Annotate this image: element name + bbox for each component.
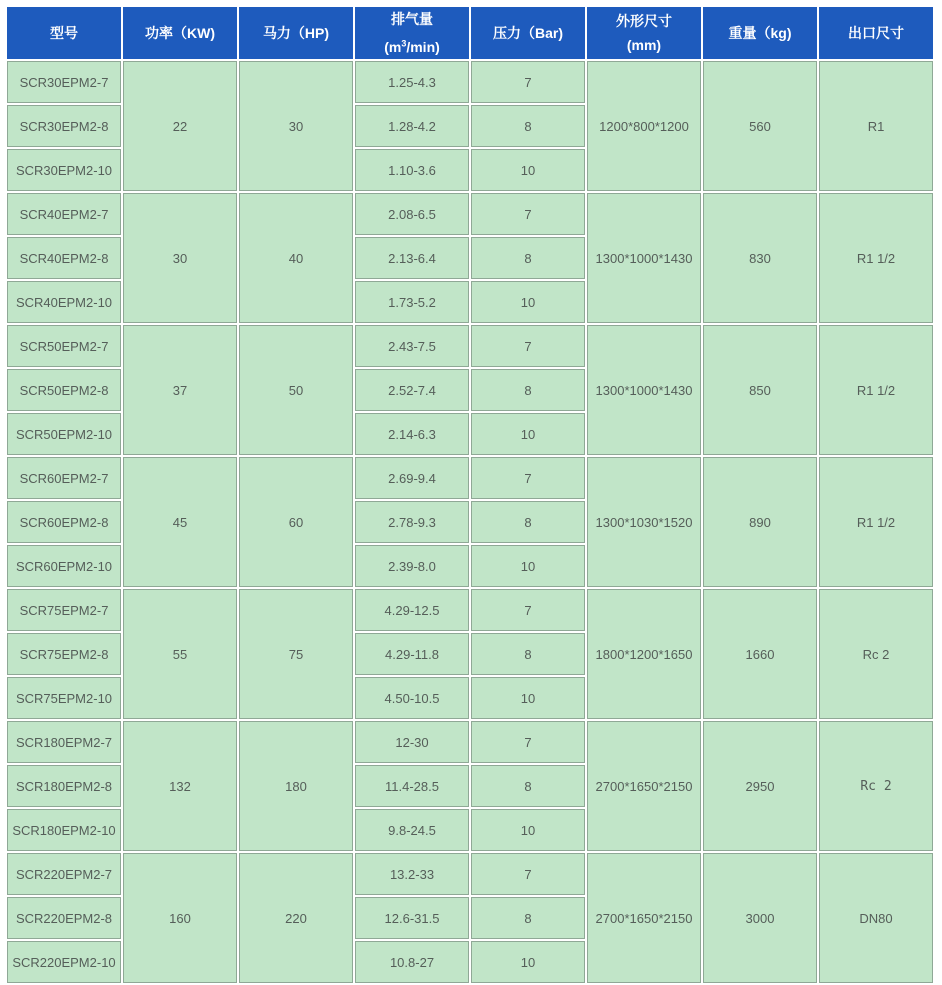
flow-cell: 9.8-24.5: [355, 809, 469, 851]
outlet-cell: DN80: [819, 853, 933, 983]
model-cell: SCR180EPM2-10: [7, 809, 121, 851]
table-header: [7, 7, 933, 59]
table-row: [7, 721, 933, 763]
pressure-cell: 7: [471, 457, 585, 499]
pressure-cell: 7: [471, 61, 585, 103]
model-cell: SCR40EPM2-10: [7, 281, 121, 323]
weight-cell: 1660: [703, 589, 817, 719]
power-cell: 30: [123, 193, 237, 323]
model-cell: SCR220EPM2-8: [7, 897, 121, 939]
weight-cell: 890: [703, 457, 817, 587]
header-power: 功率（KW): [123, 7, 237, 59]
size-cell: 2700*1650*2150: [587, 853, 701, 983]
spec-table: [5, 5, 935, 985]
pressure-cell: 10: [471, 809, 585, 851]
pressure-cell: 8: [471, 897, 585, 939]
flow-cell: 12.6-31.5: [355, 897, 469, 939]
model-cell: SCR40EPM2-8: [7, 237, 121, 279]
pressure-cell: 7: [471, 325, 585, 367]
flow-cell: 11.4-28.5: [355, 765, 469, 807]
hp-cell: 60: [239, 457, 353, 587]
outlet-cell: Rc 2: [819, 721, 933, 851]
model-cell: SCR50EPM2-7: [7, 325, 121, 367]
header-row: [7, 7, 933, 59]
flow-cell: 2.39-8.0: [355, 545, 469, 587]
pressure-cell: 8: [471, 501, 585, 543]
size-cell: 1800*1200*1650: [587, 589, 701, 719]
flow-cell: 1.73-5.2: [355, 281, 469, 323]
power-cell: 160: [123, 853, 237, 983]
table-row: [7, 61, 933, 103]
flow-cell: 12-30: [355, 721, 469, 763]
power-cell: 132: [123, 721, 237, 851]
size-cell: 1300*1000*1430: [587, 193, 701, 323]
outlet-cell: Rc 2: [819, 589, 933, 719]
pressure-cell: 10: [471, 677, 585, 719]
outlet-cell: R1 1/2: [819, 193, 933, 323]
model-cell: SCR220EPM2-10: [7, 941, 121, 983]
size-cell: 1300*1030*1520: [587, 457, 701, 587]
pressure-cell: 8: [471, 633, 585, 675]
weight-cell: 830: [703, 193, 817, 323]
header-flow-title: 排气量: [391, 11, 433, 28]
model-cell: SCR40EPM2-7: [7, 193, 121, 235]
power-cell: 55: [123, 589, 237, 719]
pressure-cell: 7: [471, 853, 585, 895]
flow-cell: 10.8-27: [355, 941, 469, 983]
flow-cell: 1.28-4.2: [355, 105, 469, 147]
pressure-cell: 8: [471, 369, 585, 411]
header-hp: 马力（HP): [239, 7, 353, 59]
model-cell: SCR180EPM2-7: [7, 721, 121, 763]
power-cell: 45: [123, 457, 237, 587]
pressure-cell: 8: [471, 765, 585, 807]
flow-cell: 1.10-3.6: [355, 149, 469, 191]
flow-cell: 13.2-33: [355, 853, 469, 895]
flow-cell: 1.25-4.3: [355, 61, 469, 103]
model-cell: SCR75EPM2-7: [7, 589, 121, 631]
header-pressure: 压力（Bar): [471, 7, 585, 59]
size-cell: 1200*800*1200: [587, 61, 701, 191]
outlet-cell: R1 1/2: [819, 325, 933, 455]
table-row: [7, 589, 933, 631]
flow-cell: 2.08-6.5: [355, 193, 469, 235]
outlet-cell: R1: [819, 61, 933, 191]
flow-cell: 4.29-12.5: [355, 589, 469, 631]
flow-cell: 4.50-10.5: [355, 677, 469, 719]
pressure-cell: 8: [471, 237, 585, 279]
header-size-unit: (mm): [626, 37, 662, 53]
weight-cell: 850: [703, 325, 817, 455]
hp-cell: 30: [239, 61, 353, 191]
model-cell: SCR60EPM2-10: [7, 545, 121, 587]
pressure-cell: 10: [471, 413, 585, 455]
pressure-cell: 10: [471, 281, 585, 323]
hp-cell: 75: [239, 589, 353, 719]
table-row: [7, 325, 933, 367]
pressure-cell: 10: [471, 149, 585, 191]
header-size: [587, 7, 701, 59]
flow-cell: 2.14-6.3: [355, 413, 469, 455]
table-body: [7, 61, 933, 983]
size-cell: 2700*1650*2150: [587, 721, 701, 851]
weight-cell: 3000: [703, 853, 817, 983]
model-cell: SCR75EPM2-10: [7, 677, 121, 719]
header-outlet: 出口尺寸: [819, 7, 933, 59]
flow-cell: 4.29-11.8: [355, 633, 469, 675]
flow-cell: 2.52-7.4: [355, 369, 469, 411]
flow-cell: 2.78-9.3: [355, 501, 469, 543]
flow-cell: 2.13-6.4: [355, 237, 469, 279]
header-weight: 重量（kg): [703, 7, 817, 59]
pressure-cell: 8: [471, 105, 585, 147]
model-cell: SCR60EPM2-8: [7, 501, 121, 543]
weight-cell: 2950: [703, 721, 817, 851]
power-cell: 22: [123, 61, 237, 191]
flow-cell: 2.43-7.5: [355, 325, 469, 367]
header-flow-unit: $(m^3/\min)$: [384, 38, 440, 55]
size-cell: 1300*1000*1430: [587, 325, 701, 455]
model-cell: SCR220EPM2-7: [7, 853, 121, 895]
model-cell: SCR180EPM2-8: [7, 765, 121, 807]
header-size-title: 外形尺寸: [616, 13, 672, 29]
pressure-cell: 7: [471, 721, 585, 763]
weight-cell: 560: [703, 61, 817, 191]
hp-cell: 220: [239, 853, 353, 983]
model-cell: SCR75EPM2-8: [7, 633, 121, 675]
model-cell: SCR50EPM2-8: [7, 369, 121, 411]
pressure-cell: 10: [471, 941, 585, 983]
table-row: [7, 457, 933, 499]
pressure-cell: 7: [471, 589, 585, 631]
table-row: [7, 853, 933, 895]
table-row: [7, 193, 933, 235]
hp-cell: 180: [239, 721, 353, 851]
model-cell: SCR30EPM2-8: [7, 105, 121, 147]
hp-cell: 50: [239, 325, 353, 455]
model-cell: SCR60EPM2-7: [7, 457, 121, 499]
pressure-cell: 7: [471, 193, 585, 235]
header-model: 型号: [7, 7, 121, 59]
model-cell: SCR30EPM2-7: [7, 61, 121, 103]
pressure-cell: 10: [471, 545, 585, 587]
model-cell: SCR50EPM2-10: [7, 413, 121, 455]
outlet-cell: R1 1/2: [819, 457, 933, 587]
header-flow: [355, 7, 469, 59]
power-cell: 37: [123, 325, 237, 455]
flow-cell: 2.69-9.4: [355, 457, 469, 499]
hp-cell: 40: [239, 193, 353, 323]
model-cell: SCR30EPM2-10: [7, 149, 121, 191]
